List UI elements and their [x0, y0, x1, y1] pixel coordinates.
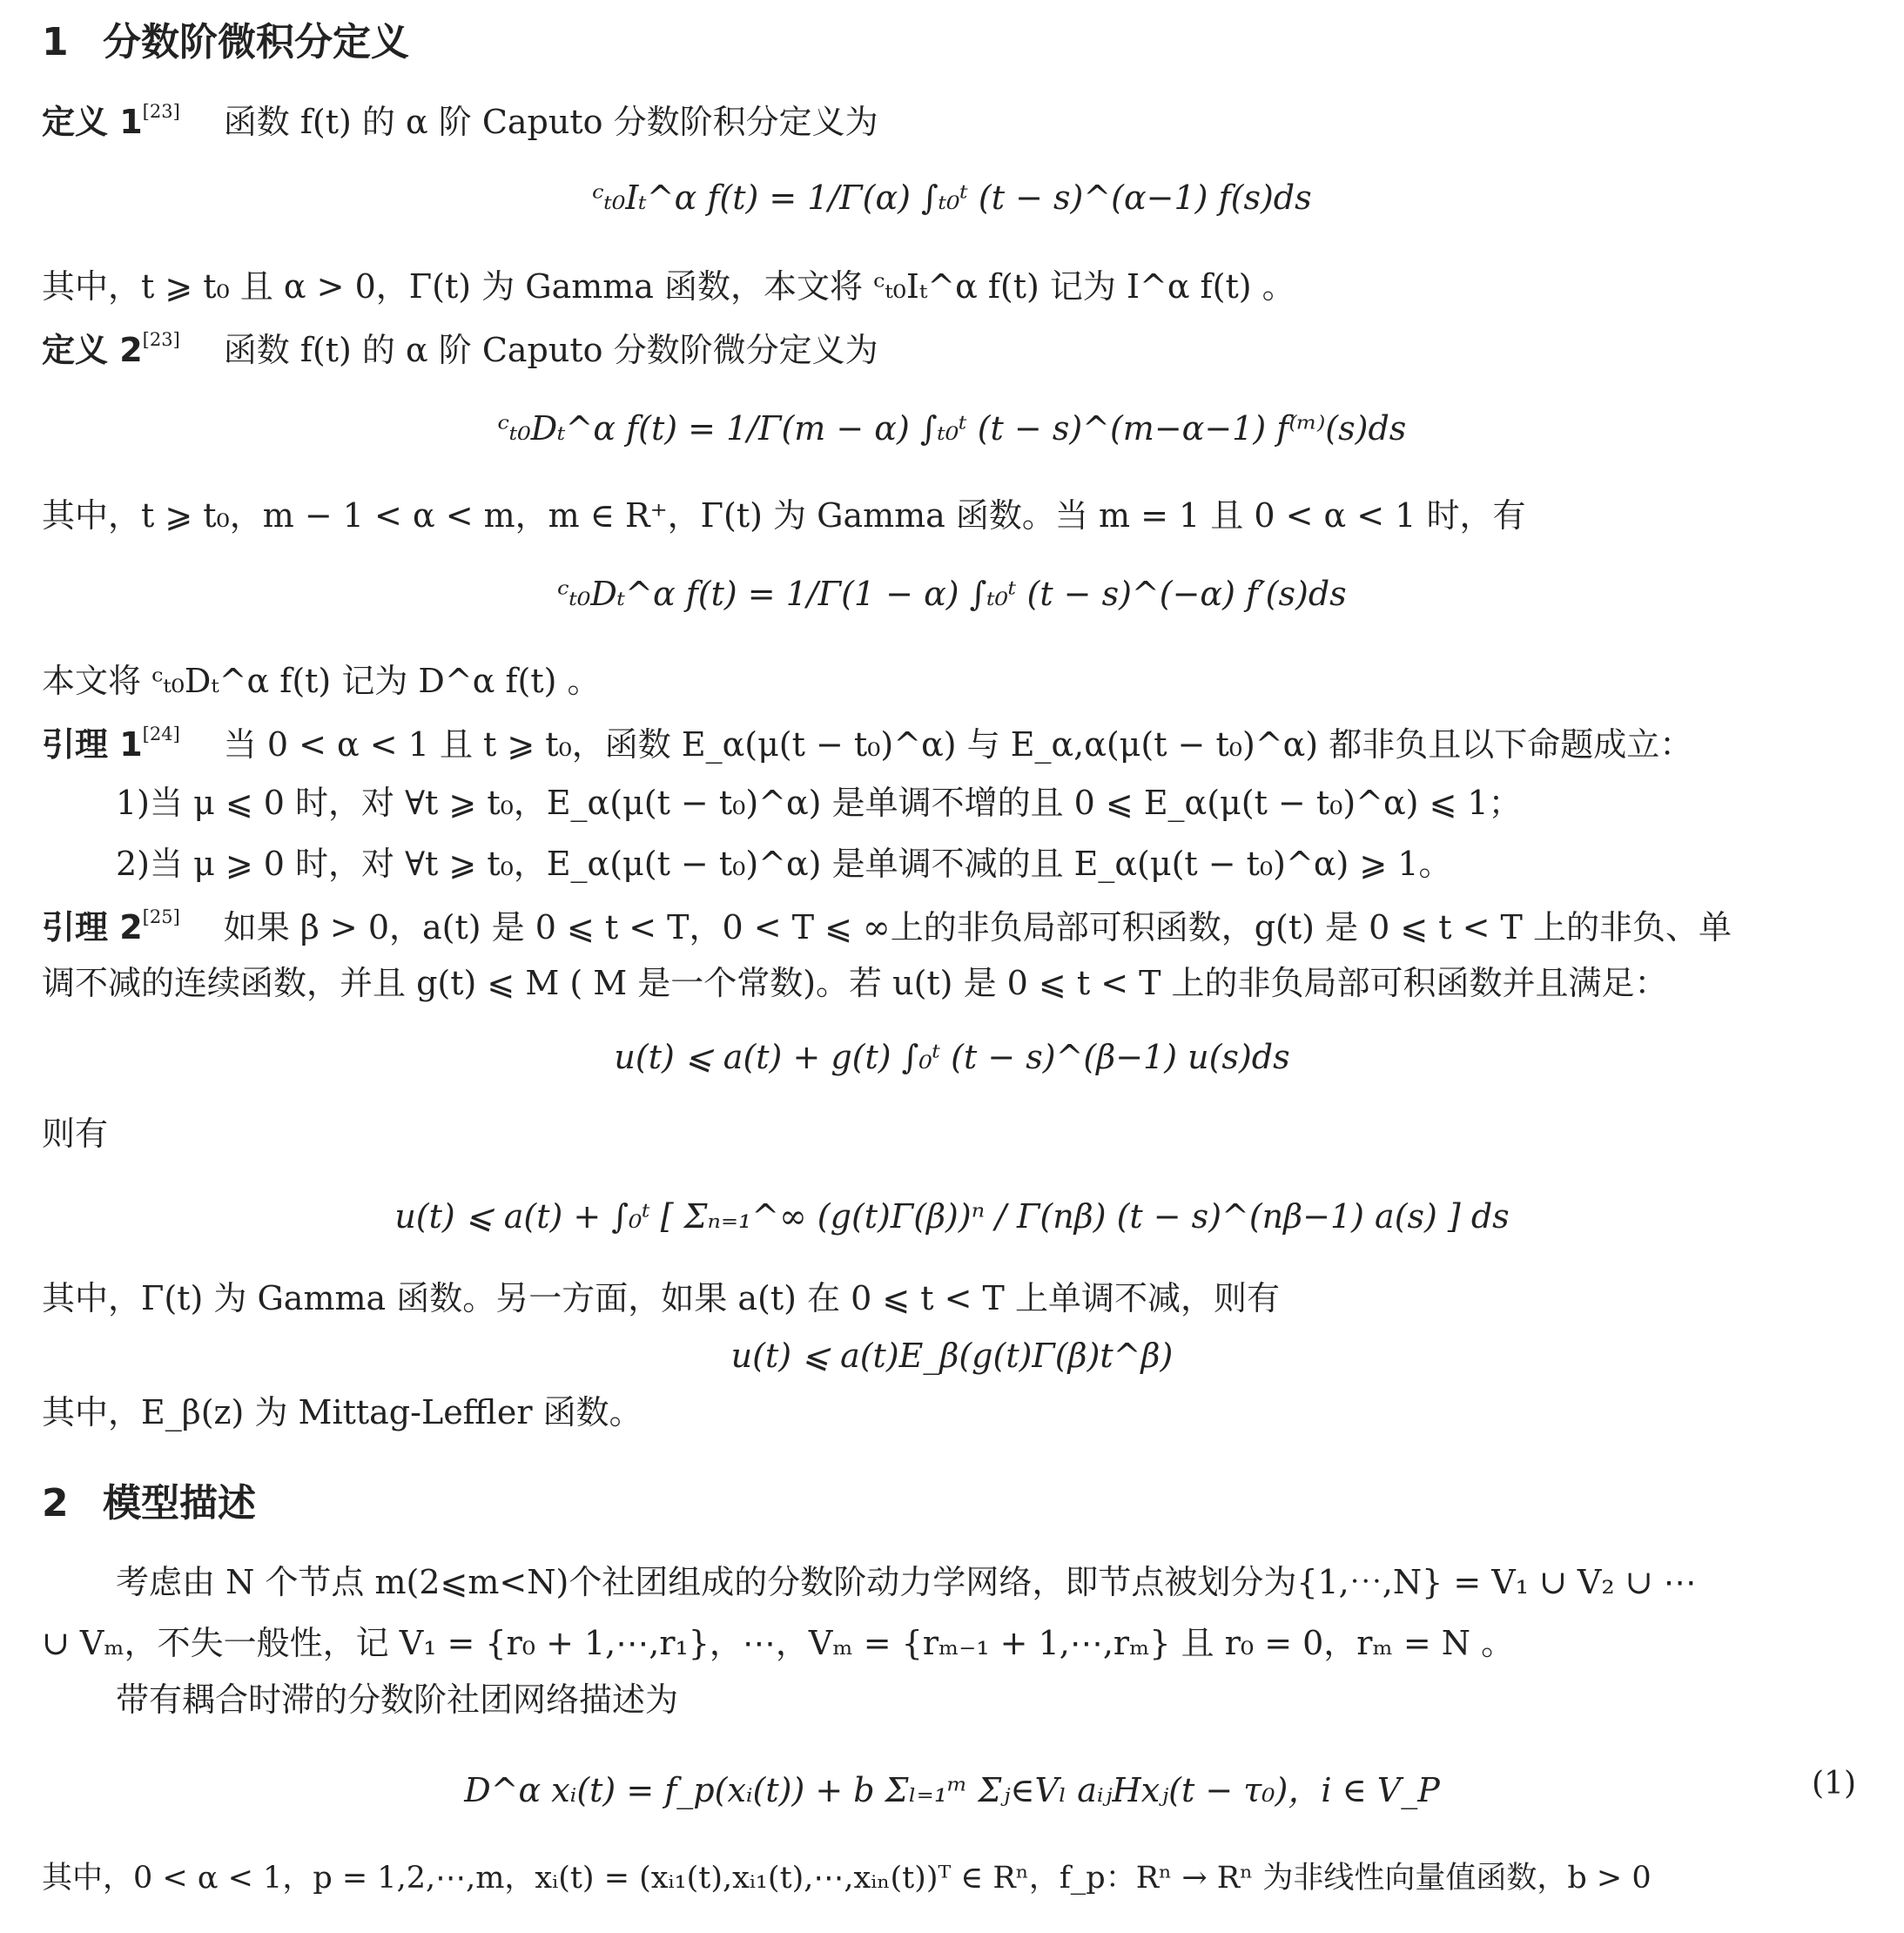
lemma-label: 引理 1: [42, 725, 143, 764]
paragraph-mittag-leffler-note: 其中，E_β(z) 为 Mittag-Leffler 函数。: [42, 1393, 643, 1431]
lemma-1: [42, 724, 1693, 764]
paragraph-model-line-1: 考虑由 N 个节点 m(2⩽m<N)个社团组成的分数阶动力学网络，即节点被划分为{1,⋯,N} = V₁ ∪ V₂ ∪ ⋯: [116, 1563, 1697, 1601]
lemma-1-item-1: 1)当 μ ⩽ 0 时，对 ∀t ⩾ t₀，E_α(μ(t − t₀)^α) 是单调不增的且 0 ⩽ E_α(μ(t − t₀)^α) ⩽ 1；: [116, 784, 1522, 822]
paragraph-model-line-2: ∪ Vₘ，不失一般性，记 V₁ = {r₀ + 1,⋯,r₁}，⋯，Vₘ = {rₘ₋₁ + 1,⋯,rₘ} 且 r₀ = 0，rₘ = N 。: [42, 1624, 1515, 1662]
lemma-2-continuation: 调不减的连续函数，并且 g(t) ⩽ M ( M 是一个常数)。若 u(t) 是 0 ⩽ t < T 上的非负局部可积函数并且满足：: [42, 964, 1668, 1002]
definition-label: 定义 2: [42, 331, 143, 369]
equation-caputo-derivative-order1: ᶜₜ₀Dₜ^α f(t) = 1/Γ(1 − α) ∫ₜ₀ᵗ (t − s)^(−α) f′(s)ds: [557, 575, 1347, 613]
definition-1: [42, 101, 878, 141]
citation-ref: [25]: [142, 906, 180, 927]
paragraph-then: 则有: [42, 1115, 109, 1153]
definition-text: 函数 f(t) 的 α 阶 Caputo 分数阶微分定义为: [223, 331, 878, 369]
definition-2: [42, 331, 878, 367]
section-title: 分数阶微积分定义: [103, 20, 409, 64]
lemma-label: 引理 2: [42, 908, 143, 946]
paragraph-derivative-alias: 本文将 ᶜₜ₀Dₜ^α f(t) 记为 D^α f(t) 。: [42, 662, 601, 700]
paragraph-gamma-note: 其中，Γ(t) 为 Gamma 函数。另一方面，如果 a(t) 在 0 ⩽ t < T 上单调不减，则有: [42, 1279, 1280, 1317]
equation-network-model: D^α xᵢ(t) = f_p(xᵢ(t)) + b Σₗ₌₁ᵐ Σⱼ∈Vₗ aᵢⱼHxⱼ(t − τ₀)，i ∈ V_P: [464, 1771, 1440, 1809]
equation-caputo-derivative: ᶜₜ₀Dₜ^α f(t) = 1/Γ(m − α) ∫ₜ₀ᵗ (t − s)^(m−α−1) f⁽ᵐ⁾(s)ds: [497, 409, 1407, 448]
definition-text: 函数 f(t) 的 α 阶 Caputo 分数阶积分定义为: [223, 103, 878, 141]
lemma-1-item-2: 2)当 μ ⩾ 0 时，对 ∀t ⩾ t₀，E_α(μ(t − t₀)^α) 是单调不减的且 E_α(μ(t − t₀)^α) ⩾ 1。: [116, 845, 1452, 883]
paragraph-derivative-note: 其中，t ⩾ t₀，m − 1 < α < m，m ∈ R⁺，Γ(t) 为 Gamma 函数。当 m = 1 且 0 < α < 1 时，有: [42, 496, 1526, 535]
paragraph-integral-note: 其中，t ⩾ t₀ 且 α > 0，Γ(t) 为 Gamma 函数，本文将 ᶜₜ₀Iₜ^α f(t) 记为 I^α f(t) 。: [42, 267, 1295, 306]
citation-ref: [23]: [142, 329, 180, 350]
citation-ref: [24]: [142, 724, 180, 744]
equation-caputo-integral: ᶜₜ₀Iₜ^α f(t) = 1/Γ(α) ∫ₜ₀ᵗ (t − s)^(α−1) f(s)ds: [592, 178, 1312, 217]
section-heading-1: [42, 10, 409, 66]
equation-gronwall-condition: u(t) ⩽ a(t) + g(t) ∫₀ᵗ (t − s)^(β−1) u(s)ds: [614, 1038, 1290, 1076]
section-heading-2: [42, 1472, 256, 1527]
definition-label: 定义 1: [42, 103, 143, 141]
section-number: 2: [42, 1481, 69, 1526]
equation-gronwall-result: u(t) ⩽ a(t) + ∫₀ᵗ [ Σₙ₌₁^∞ (g(t)Γ(β))ⁿ / Γ(nβ) (t − s)^(nβ−1) a(s) ] ds: [394, 1197, 1510, 1236]
equation-mittag-leffler-bound: u(t) ⩽ a(t)E_β(g(t)Γ(β)t^β): [730, 1337, 1174, 1375]
section-title: 模型描述: [103, 1481, 256, 1526]
paragraph-model-intro: 带有耦合时滞的分数阶社团网络描述为: [116, 1680, 679, 1719]
lemma-2: [42, 908, 1732, 944]
section-number: 1: [42, 20, 69, 64]
lemma-text: 如果 β > 0，a(t) 是 0 ⩽ t < T，0 < T ⩽ ∞上的非负局部可积函数，g(t) 是 0 ⩽ t < T 上的非负、单: [223, 908, 1732, 946]
lemma-text: 当 0 < α < 1 且 t ⩾ t₀，函数 E_α(μ(t − t₀)^α) 与 E_α,α(μ(t − t₀)^α) 都非负且以下命题成立：: [223, 725, 1693, 764]
equation-number: (1): [1812, 1766, 1856, 1802]
paragraph-model-note: 其中，0 < α < 1，p = 1,2,⋯,m，xᵢ(t) = (xᵢ₁(t),xᵢ₁(t),⋯,xᵢₙ(t))ᵀ ∈ Rⁿ，f_p：Rⁿ → Rⁿ 为非线性向量值函数，b > 0: [42, 1861, 1652, 1896]
citation-ref: [23]: [142, 101, 180, 122]
